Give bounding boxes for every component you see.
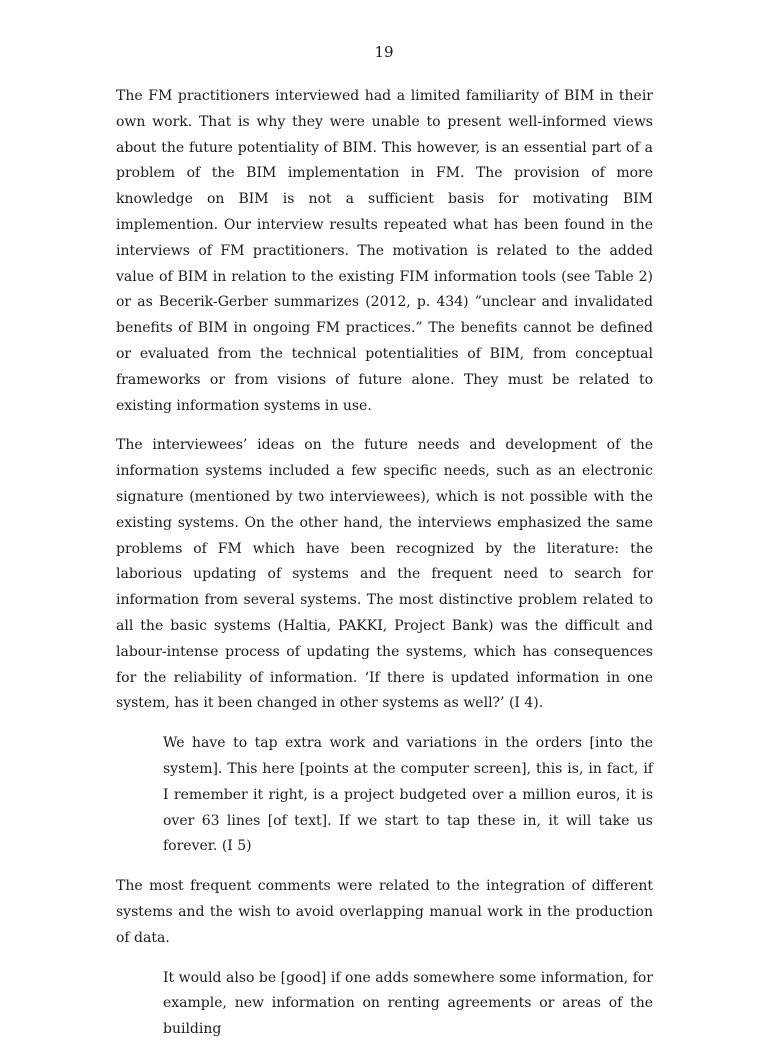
paragraph-bim-familiarity: The FM practitioners interviewed had a limited familiarity of BIM in their own work. That is why they were unable to present well-informed views about the future potentiality of BIM. This however, is an essential part of a problem of the BIM implementation in FM. The provision of more knowledge on BIM is not a sufficient basis for motivating BIM implemention. Our interview results repeated what has been found in the interviews of FM practitioners. The motivation is related to the added value of BIM in relation to the existing FIM information tools (see Table 2) or as Becerik-Gerber summarizes (2012, p. 434) ”unclear and invalidated benefits of BIM in ongoing FM practices.” The benefits cannot be defined or evaluated from the technical potentialities of BIM, from conceptual frameworks or from visions of future alone. They must be related to existing information systems in use. (116, 88, 653, 414)
paragraph-future-needs: The interviewees’ ideas on the future needs and development of the information systems included a few specific needs, such as an electronic signature (mentioned by two interviewees), which is not possible with the existing systems. On the other hand, the interviews emphasized the same problems of FM which have been recognized by the literature: the laborious updating of systems and the frequent need to search for information from several systems. The most distinctive problem related to all the basic systems (Haltia, PAKKI, Project Bank) was the difficult and labour-intense process of updating the systems, which has consequences for the reliability of information. ‘If there is updated information in one system, has it been changed in other systems as well?’ (I 4). (116, 437, 653, 712)
body-text (116, 84, 653, 1057)
paragraph-integration-comments: The most frequent comments were related to the integration of different systems and the wish to avoid overlapping manual work in the production of data. (116, 878, 653, 946)
page-number: 19 (374, 43, 394, 61)
interview-quote-i5: We have to tap extra work and variations in the orders [into the system]. This here [points at the computer screen], this is, in fact, if I remember it right, is a project budgeted over a million euros, it is over 63 lines [of text]. If we start to tap these in, it will take us forever. (I 5) (163, 735, 653, 855)
interview-quote-renting: It would also be [good] if one adds somewhere some information, for example, new information on renting agreements or areas of the building (163, 969, 653, 1038)
